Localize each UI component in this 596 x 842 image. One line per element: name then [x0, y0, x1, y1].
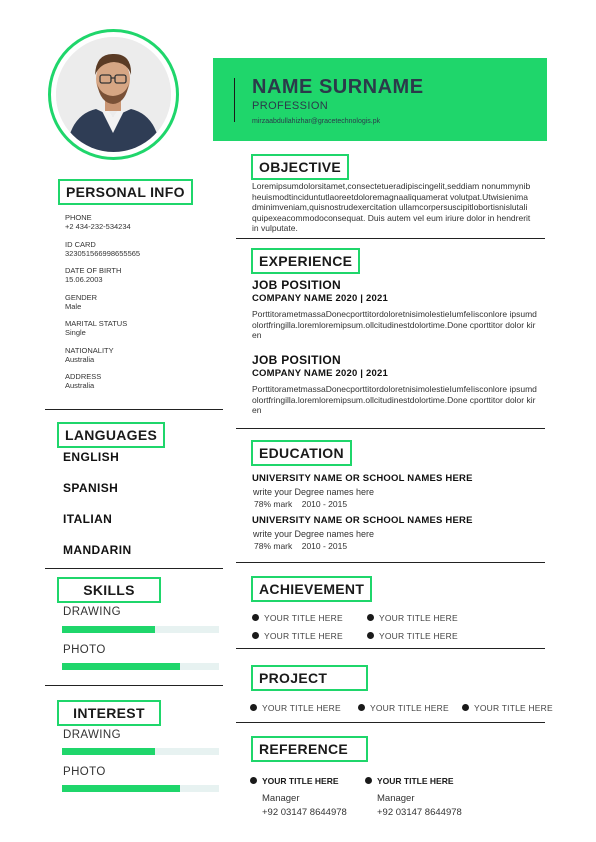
job-position: JOB POSITION — [252, 278, 341, 292]
interest-bar-fill — [62, 785, 180, 792]
objective-text: Loremipsumdolorsitamet,consectetueradipiscingelit,seddiam nonummynibheuismodtinciduntutlaoreetdoloremagnaaliquamerat volutpat.Utwisienimadminimveniam,quisnostrudexercitation ullamcorpersuscipitlobortisnislutaliquipexeacommodoconsequat. Duis autem vel eum iriure dolor in hendrerit in vulputate. — [252, 181, 531, 233]
skill-bar-fill — [62, 626, 155, 633]
profession-label: PROFESSION — [252, 100, 329, 112]
language-english: ENGLISH — [63, 450, 120, 464]
job-description: PorttitorametmassaDonecporttitordoloretnisimolestieIumfeIisconlore ipsumdolortfringilla.loremloremipsum.ollcitudinestdolortime.Done cporttitor dolor kiren — [252, 384, 537, 415]
personal-info-field — [65, 213, 225, 231]
interest-bar — [62, 748, 219, 755]
school-name: UNIVERSITY NAME OR SCHOOL NAMES HERE — [252, 473, 473, 484]
divider — [236, 428, 545, 429]
project-item: YOUR TITLE HERE — [250, 699, 341, 717]
experience-heading: EXPERIENCE — [251, 248, 360, 274]
field-label: DATE OF BIRTH — [65, 266, 122, 275]
language-spanish: SPANISH — [63, 481, 119, 495]
bullet-icon — [358, 704, 365, 711]
personal-info-field — [65, 372, 225, 390]
language-mandarin: MANDARIN — [63, 543, 132, 557]
job-entry — [252, 278, 537, 341]
achievement-item: YOUR TITLE HERE — [367, 609, 458, 627]
reference-entry — [250, 772, 347, 818]
achievement-item: YOUR TITLE HERE — [252, 609, 343, 627]
achievement-item: YOUR TITLE HERE — [252, 627, 343, 645]
field-label: PHONE — [65, 213, 92, 222]
field-value: +2 434-232-534234 — [65, 222, 131, 231]
bullet-icon — [252, 614, 259, 621]
divider — [236, 722, 545, 723]
reference-role: Manager — [262, 793, 300, 804]
bullet-icon — [367, 632, 374, 639]
skill-bar-fill — [62, 663, 180, 670]
personal-info-field — [65, 266, 225, 284]
project-item: YOUR TITLE HERE — [358, 699, 449, 717]
achievement-item: YOUR TITLE HERE — [367, 627, 458, 645]
language-italian: ITALIAN — [63, 512, 113, 526]
reference-phone: +92 03147 8644978 — [262, 807, 347, 818]
reference-heading: REFERENCE — [251, 736, 368, 762]
divider — [45, 409, 223, 410]
divider — [236, 562, 545, 563]
reference-name: YOUR TITLE HERE — [262, 775, 339, 786]
education-years: 2010 - 2015 — [301, 499, 348, 509]
divider — [236, 648, 545, 649]
project-heading: PROJECT — [251, 665, 368, 691]
school-name: UNIVERSITY NAME OR SCHOOL NAMES HERE — [252, 515, 473, 526]
skill-bar — [62, 626, 219, 633]
achievement-heading: ACHIEVEMENT — [251, 576, 372, 602]
field-label: NATIONALITY — [65, 345, 114, 355]
education-entry — [252, 473, 542, 509]
reference-entry — [365, 772, 462, 818]
bullet-icon — [250, 704, 257, 711]
field-label: ID CARD — [65, 239, 96, 249]
field-value: Male — [65, 301, 82, 311]
job-position: JOB POSITION — [252, 353, 341, 367]
field-value: Single — [65, 328, 86, 337]
skill-name: DRAWING — [63, 606, 121, 618]
bullet-icon — [250, 777, 257, 784]
education-entry — [252, 515, 542, 551]
interest-heading: INTEREST — [57, 700, 161, 726]
personal-info-field — [65, 319, 225, 337]
person-portrait-icon — [56, 37, 171, 152]
divider — [236, 238, 545, 239]
bullet-icon — [252, 632, 259, 639]
languages-heading: LANGUAGES — [57, 422, 165, 448]
job-company: COMPANY NAME 2020 | 2021 — [252, 368, 388, 379]
divider — [45, 568, 223, 569]
personal-info-list — [65, 213, 225, 399]
skill-bar — [62, 663, 219, 670]
reference-role: Manager — [377, 793, 415, 804]
degree-name: write your Degree names here — [253, 529, 375, 539]
education-mark: 78% mark — [254, 541, 293, 551]
field-value: Australia — [65, 354, 95, 364]
project-item: YOUR TITLE HERE — [462, 699, 553, 717]
field-value: 15.06.2003 — [65, 275, 103, 284]
personal-info-field — [65, 240, 225, 258]
job-description: PorttitorametmassaDonecporttitordoloretnisimolestieIumfeIisconlore ipsumdolortfringilla.loremloremipsum.ollcitudinestdolortime.Done cporttitor dolor kiren — [252, 309, 537, 340]
skill-name: PHOTO — [63, 644, 106, 656]
personal-info-field — [65, 293, 225, 311]
profile-photo — [56, 37, 171, 152]
field-value: 323051566998655565 — [65, 248, 141, 258]
bullet-icon — [365, 777, 372, 784]
interest-bar-fill — [62, 748, 155, 755]
skills-heading: SKILLS — [57, 577, 161, 603]
name-heading: NAME SURNAME — [252, 76, 424, 98]
bullet-icon — [367, 614, 374, 621]
education-mark: 78% mark — [254, 499, 293, 509]
job-company: COMPANY NAME 2020 | 2021 — [252, 293, 388, 304]
objective-heading: OBJECTIVE — [251, 154, 349, 180]
divider — [45, 685, 223, 686]
interest-name: DRAWING — [63, 729, 121, 741]
reference-phone: +92 03147 8644978 — [377, 807, 462, 818]
email-text: mirzaabdullahizhar@gracetechnologis.pk — [252, 118, 381, 125]
education-heading: EDUCATION — [251, 440, 352, 466]
education-meta — [252, 499, 542, 509]
header-accent-line — [234, 78, 235, 122]
field-label: MARITAL STATUS — [65, 319, 128, 328]
interest-bar — [62, 785, 219, 792]
reference-name: YOUR TITLE HERE — [377, 775, 454, 786]
education-meta — [252, 541, 542, 551]
job-entry — [252, 353, 537, 416]
education-years: 2010 - 2015 — [301, 541, 348, 551]
bullet-icon — [462, 704, 469, 711]
degree-name: write your Degree names here — [253, 487, 375, 497]
field-value: Australia — [65, 381, 95, 390]
field-label: GENDER — [65, 292, 98, 302]
field-label: ADDRESS — [65, 372, 102, 381]
personal-info-field — [65, 346, 225, 364]
interest-name: PHOTO — [63, 766, 106, 778]
personal-info-heading: PERSONAL INFO — [58, 179, 193, 205]
